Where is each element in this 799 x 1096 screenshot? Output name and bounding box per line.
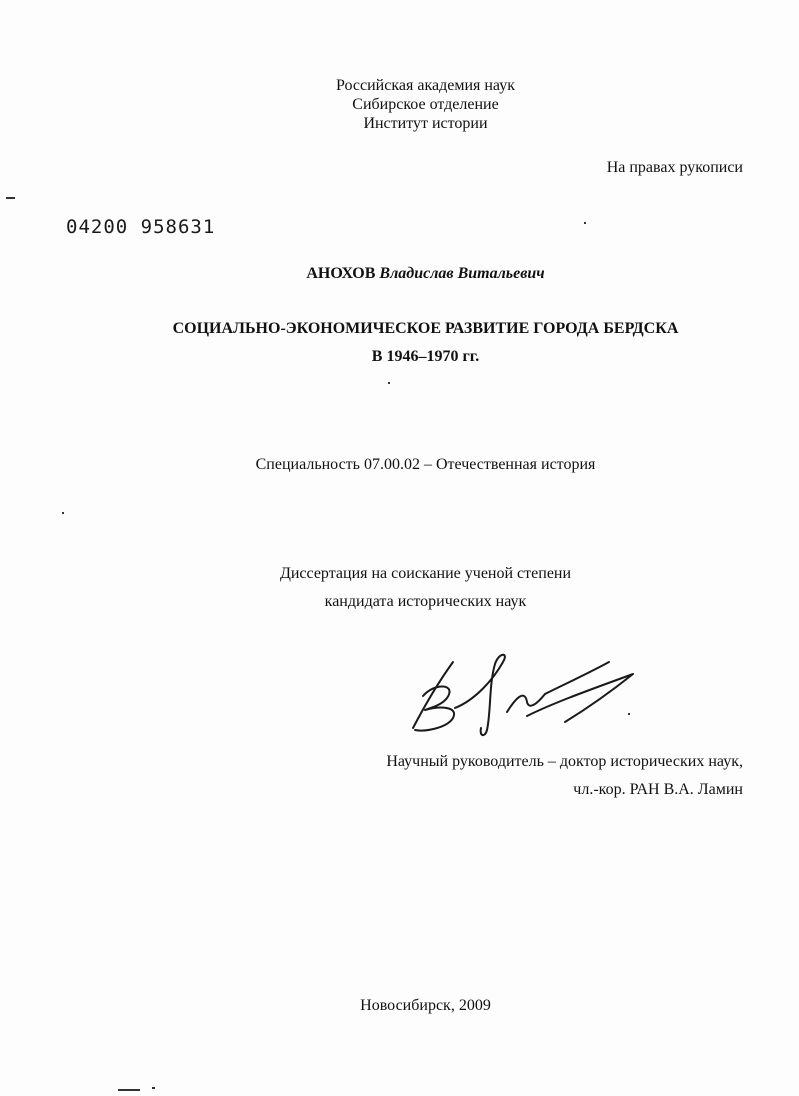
author-line [0, 264, 799, 283]
city-year: Новосибирск, 2009 [360, 997, 491, 1014]
handwritten-signature [395, 650, 645, 740]
scan-speck [584, 222, 586, 224]
institution-branch: Сибирское отделение [352, 96, 499, 113]
signature-stroke [413, 662, 453, 728]
scan-speck [62, 512, 64, 514]
signature-stroke [545, 662, 609, 694]
scan-speck [388, 382, 390, 384]
thesis-title-line-2: В 1946–1970 гг. [371, 348, 480, 365]
institution-block [0, 76, 799, 133]
supervisor-line-1: Научный руководитель – доктор исторических наук, [386, 753, 743, 770]
rights-notice: На правах рукописи [606, 159, 743, 176]
institution-academy: Российская академия наук [336, 77, 515, 94]
author-given-names: Владислав Витальевич [379, 265, 545, 282]
archive-code-stamp: 04200 958631 [66, 216, 216, 238]
signature-stroke [455, 655, 505, 735]
institution-institute: Институт истории [363, 115, 488, 132]
scan-speck [152, 1087, 155, 1089]
thesis-title-line-1: СОЦИАЛЬНО-ЭКОНОМИЧЕСКОЕ РАЗВИТИЕ ГОРОДА БЕРДСКА [172, 320, 679, 337]
scan-speck [6, 197, 15, 199]
signature-stroke [415, 686, 454, 730]
degree-purpose-line-1: Диссертация на соискание ученой степени [279, 565, 572, 582]
author-surname: АНОХОВ [306, 265, 376, 282]
supervisor-line-2: чл.-кор. РАН В.А. Ламин [573, 781, 743, 798]
specialty-line: Специальность 07.00.02 – Отечественная история [255, 456, 596, 473]
degree-purpose-line-2: кандидата исторических наук [324, 593, 527, 610]
scan-speck [118, 1089, 140, 1091]
